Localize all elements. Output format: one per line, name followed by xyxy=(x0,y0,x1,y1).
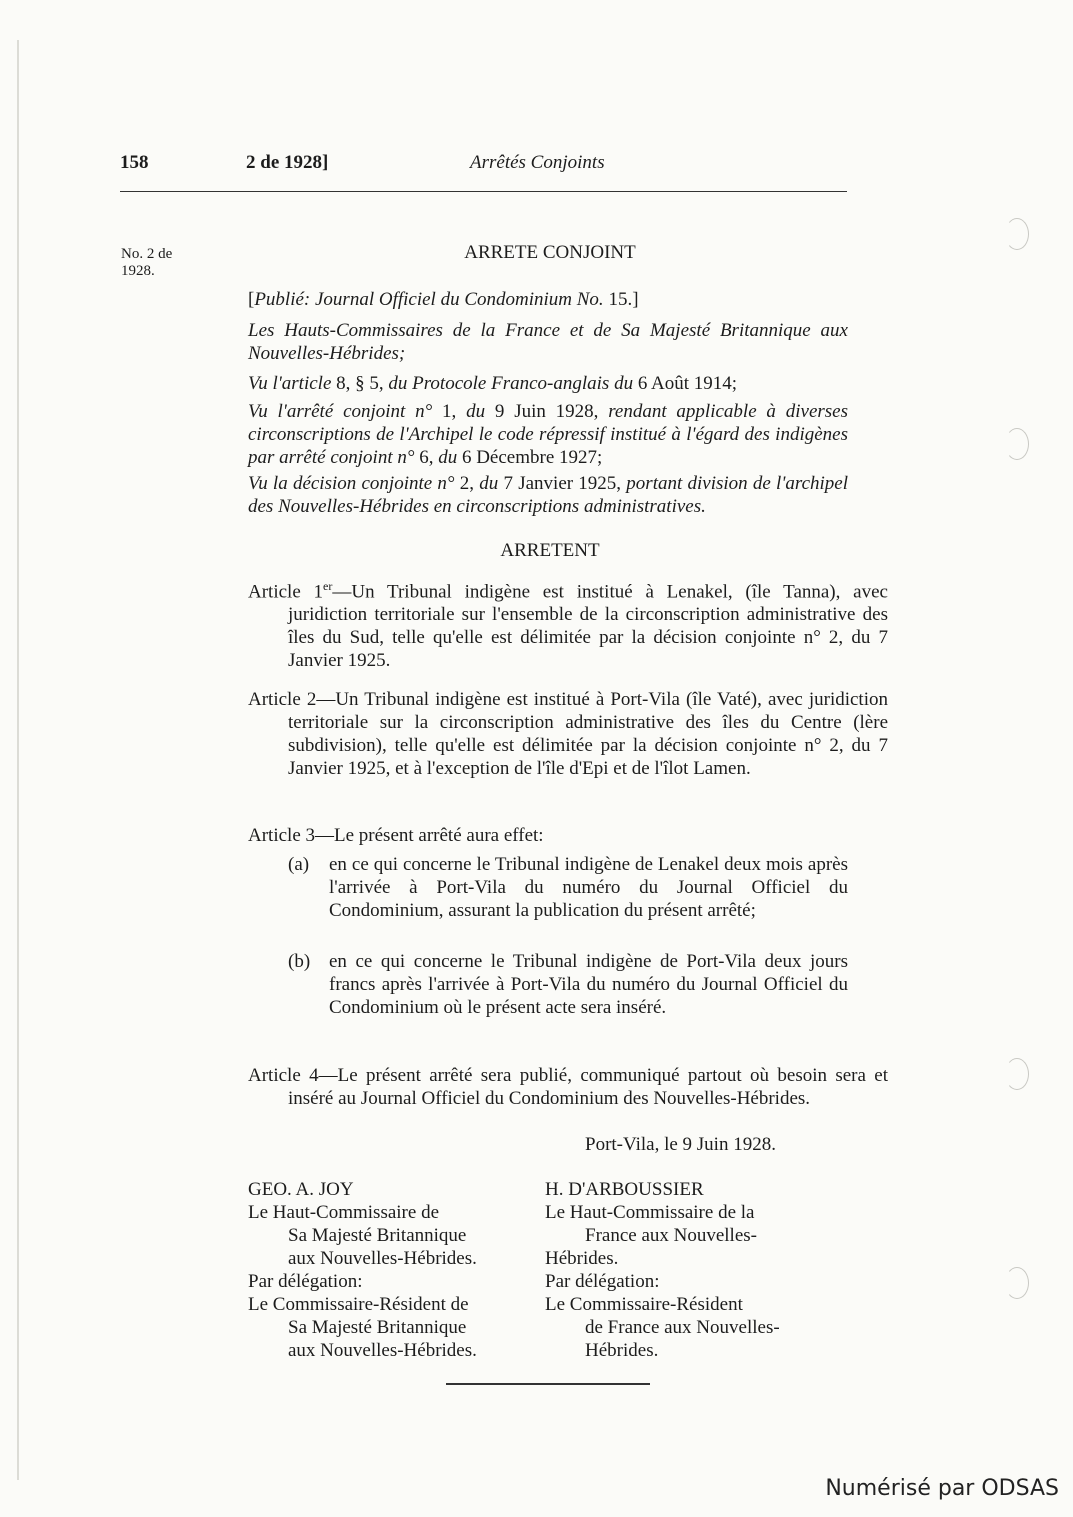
signatory-title: Le Haut-Commissaire de la xyxy=(545,1202,755,1223)
header-reference: 2 de 1928] xyxy=(246,152,329,173)
page-number: 158 xyxy=(120,152,149,173)
header-rule xyxy=(120,191,847,192)
vu-text: du Protocole Franco-anglais du xyxy=(388,373,634,394)
article-3-subitem-b xyxy=(288,950,848,1019)
article-1-text: —Un Tribunal indigène est institué à Lenakel, (île Tanna), avec juridiction territoriale sur l'ensemble de la circonscription administrative des îles du Sud, telle qu'elle est délimitée par la décision conjointe n° 2, du 7 Janvier 1925. xyxy=(288,581,888,672)
vu-text: Vu la décision conjointe n° xyxy=(248,473,455,494)
digitization-watermark: Numérisé par ODSAS xyxy=(825,1476,1059,1501)
article-1-superscript: er xyxy=(323,579,333,593)
punch-hole-icon xyxy=(1005,428,1029,460)
vu-text: portant division de l'archipel des Nouvelles-Hébrides en circonscriptions administratives. xyxy=(248,473,848,517)
publication-number: 15.] xyxy=(603,289,639,310)
article-2: Article 2—Un Tribunal indigène est institué à Port-Vila (île Vaté), avec juridiction territoriale sur la circonscription administrative des îles du Centre (lère subdivision), telle qu'elle est délimitée par la décision conjointe n° 2, du 7 Janvier 1925, et à l'exception de l'île d'Epi et de l'îlot Lamen. xyxy=(248,689,888,779)
vu-text: rendant applicable à diverses circonscriptions de l'Archipel le code répressif institué à l'égard des indigènes par arrêté conjoint n° xyxy=(248,401,848,468)
vu-text: du xyxy=(438,447,458,468)
vu-text: du xyxy=(466,401,486,422)
arretent-heading: ARRETENT xyxy=(500,540,600,561)
signatory-title: Sa Majesté Britannique xyxy=(288,1225,467,1246)
vu-text: du xyxy=(479,473,499,494)
signature-right xyxy=(545,1178,845,1362)
place-date: Port-Vila, le 9 Juin 1928. xyxy=(585,1134,776,1155)
signatory-title: Le Haut-Commissaire de xyxy=(248,1202,440,1223)
subitem-label: (a) xyxy=(288,854,310,875)
running-title: Arrêtés Conjoints xyxy=(470,152,605,173)
vu-text: Vu l'article xyxy=(248,373,332,394)
resident-title: Sa Majesté Britannique xyxy=(288,1317,467,1338)
subitem-label: (b) xyxy=(288,951,311,972)
bracket-open: [ xyxy=(248,289,255,310)
document-heading: ARRETE CONJOINT xyxy=(464,242,636,263)
delegation-label: Par délégation: xyxy=(545,1271,660,1292)
delegation-label: Par délégation: xyxy=(248,1271,363,1292)
resident-title: aux Nouvelles-Hébrides. xyxy=(288,1340,477,1361)
preamble-commissioners: Les Hauts-Commissaires de la France et de Sa Majesté Britannique aux Nouvelles-Hébrides; xyxy=(248,320,848,364)
preamble-vu-protocol xyxy=(248,372,848,395)
preamble-vu-arrete xyxy=(248,400,848,469)
preamble-vu-decision xyxy=(248,472,848,518)
closing-rule xyxy=(446,1383,650,1385)
signatory-title: France aux Nouvelles- xyxy=(585,1225,757,1246)
article-1-label: Article 1 xyxy=(248,581,324,603)
vu-number: 2, xyxy=(454,473,480,494)
signatory-name: GEO. A. JOY xyxy=(248,1179,354,1200)
vu-date: 6 Décembre 1927; xyxy=(457,447,603,468)
margin-note-line: 1928. xyxy=(121,263,155,279)
resident-title: Le Commissaire-Résident xyxy=(545,1294,743,1315)
publication-note xyxy=(248,288,848,311)
vu-date: 7 Janvier 1925, xyxy=(498,473,627,494)
vu-number: 8, § 5, xyxy=(331,373,389,394)
signature-left xyxy=(248,1178,533,1362)
punch-hole-icon xyxy=(1005,1267,1029,1299)
article-3-subitem-a xyxy=(288,853,848,922)
subitem-text: en ce qui concerne le Tribunal indigène de Port-Vila deux jours francs après l'arrivée à Port-Vila du numéro du Journal Officiel du Condominium où le présent acte sera inséré. xyxy=(329,951,848,1018)
article-4: Article 4—Le présent arrêté sera publié, communiqué partout où besoin sera et inséré au Journal Officiel du Condominium des Nouvelles-Hébrides. xyxy=(248,1065,888,1109)
margin-note-line: No. 2 de xyxy=(121,246,173,262)
vu-date: 6 Août 1914; xyxy=(633,373,738,394)
subitem-text: en ce qui concerne le Tribunal indigène de Lenakel deux mois après l'arrivée à Port-Vila du numéro du Journal Officiel du Condominium, assurant la publication du présent arrêté; xyxy=(329,854,848,921)
signatory-title: Hébrides. xyxy=(545,1248,619,1269)
page-fold-line xyxy=(17,40,19,1480)
resident-title: de France aux Nouvelles- xyxy=(585,1317,780,1338)
signatory-title: aux Nouvelles-Hébrides. xyxy=(288,1248,477,1269)
vu-date: 9 Juin 1928, xyxy=(485,401,609,422)
vu-number: 1, xyxy=(432,401,467,422)
article-3: Article 3—Le présent arrêté aura effet: xyxy=(248,825,544,846)
publication-source: Publié: Journal Officiel du Condominium No. xyxy=(254,289,604,310)
punch-hole-icon xyxy=(1005,1058,1029,1090)
signatory-name: H. D'ARBOUSSIER xyxy=(545,1179,704,1200)
vu-text: Vu l'arrêté conjoint n° xyxy=(248,401,433,422)
article-1 xyxy=(248,575,888,672)
resident-title: Hébrides. xyxy=(585,1340,659,1361)
vu-number: 6, xyxy=(414,447,439,468)
punch-hole-icon xyxy=(1005,218,1029,250)
resident-title: Le Commissaire-Résident de xyxy=(248,1294,469,1315)
margin-note xyxy=(121,246,231,280)
